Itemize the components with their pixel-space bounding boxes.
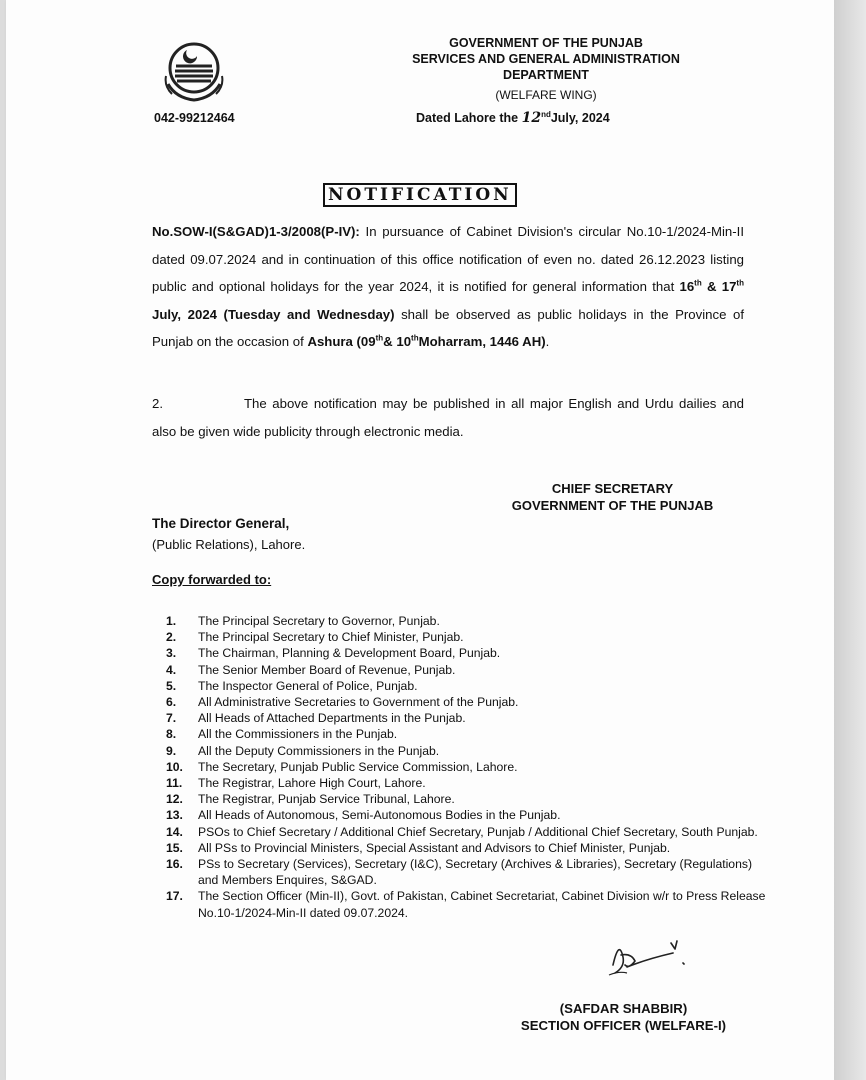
copy-list-item (166, 726, 766, 742)
addressee-title: The Director General, (152, 516, 290, 531)
copy-forwarded-list (166, 613, 766, 921)
header-government: GOVERNMENT OF THE PUNJAB (449, 36, 643, 50)
officer-designation: SECTION OFFICER (WELFARE-I) (520, 1018, 727, 1033)
copy-list-text: All Heads of Attached Departments in the Punjab. (198, 711, 466, 726)
paragraph-2-text: The above notification may be published in all major English and Urdu dailies and also be given wide publicity through electronic media. (152, 396, 744, 439)
copy-list-number: 11. (166, 776, 183, 791)
header-department-cont: DEPARTMENT (503, 68, 589, 82)
copy-list-number: 5. (166, 678, 177, 693)
copy-list-text: The Secretary, Punjab Public Service Commission, Lahore. (198, 759, 518, 774)
copy-list-item (166, 840, 766, 856)
chief-secretary-signature-block (491, 480, 734, 514)
copy-list-text: The Chairman, Planning & Development Board, Punjab. (198, 646, 501, 661)
copy-list-number: 7. (166, 711, 177, 726)
copy-list-text: All Heads of Autonomous, Semi-Autonomous Bodies in the Punjab. (198, 808, 561, 823)
document-page (6, 0, 834, 1080)
copy-list-item (166, 694, 766, 710)
copy-list-number: 8. (166, 727, 177, 742)
header-wing: (WELFARE WING) (495, 88, 597, 102)
punjab-government-emblem-icon (163, 38, 225, 104)
copy-list-item (166, 629, 766, 645)
section-officer-signature-block (486, 1000, 761, 1034)
copy-list-text: All Administrative Secretaries to Government of the Punjab. (198, 695, 519, 710)
copy-list-number: 12. (166, 792, 183, 807)
paragraph-2 (152, 390, 744, 445)
copy-list-text: The Senior Member Board of Revenue, Punjab. (198, 662, 456, 677)
copy-list-item (166, 613, 766, 629)
copy-list-text: The Registrar, Punjab Service Tribunal, Lahore. (198, 792, 455, 807)
reference-number: No.SOW-I(S&GAD)1-3/2008(P-IV): (152, 224, 360, 239)
date-line (416, 110, 610, 126)
copy-list-item (166, 743, 766, 759)
copy-list-number: 4. (166, 662, 177, 677)
copy-list-text: The Section Officer (Min-II), Govt. of Pakistan, Cabinet Secretariat, Cabinet Division w/r to Press Release No.10-1/2024-Min-II dated 09.07.2024. (198, 889, 766, 920)
copy-list-number: 6. (166, 695, 177, 710)
paragraph-1: No.SOW-I(S&GAD)1-3/2008(P-IV): In pursuance of Cabinet Division's circular No.10-1/2024-Min-II dated 09.07.2024 and in continuation of this office notification of even no. dated 26.12.2023 listing public and optional holidays for the year 2024, it is notified for general information that 16th & 17th July, 2024 (Tuesday and Wednesday) shall be observed as public holidays in the Province of Punjab on the occasion of Ashura (09th& 10thMoharram, 1446 AH). (152, 224, 744, 350)
copy-list-text: PSs to Secretary (Services), Secretary (I&C), Secretary (Archives & Libraries), Secretary (Regulations) and Members Enquires, S&GAD. (198, 857, 753, 888)
copy-list-item (166, 645, 766, 661)
copy-list-item (166, 775, 766, 791)
date-rest: July, 2024 (550, 111, 610, 126)
copy-list-number: 9. (166, 743, 177, 758)
copy-list-number: 17. (166, 889, 183, 904)
date-day: 12 (521, 110, 542, 127)
signatory-title: CHIEF SECRETARY (551, 481, 674, 496)
copy-list-text: The Inspector General of Police, Punjab. (198, 678, 418, 693)
para1-text-2: shall be observed as public holidays in the Province of Punjab on the occasion of (152, 306, 744, 350)
copy-list-item (166, 888, 766, 920)
date-day-suffix: nd (541, 110, 551, 119)
copy-list-item (166, 791, 766, 807)
copy-list-text: The Principal Secretary to Chief Minister, Punjab. (198, 630, 464, 645)
officer-name: (SAFDAR SHABBIR) (559, 1001, 688, 1016)
phone-number: 042-99212464 (154, 111, 235, 125)
copy-list-text: PSOs to Chief Secretary / Additional Chief Secretary, Punjab / Additional Chief Secretary, South Punjab. (198, 824, 758, 839)
copy-list-item (166, 856, 766, 888)
addressee-office: (Public Relations), Lahore. (152, 537, 306, 552)
copy-list-number: 16. (166, 857, 183, 872)
holiday-dates: 16th & 17th July, 2024 (Tuesday and Wednesday) (152, 278, 744, 322)
header-department: SERVICES AND GENERAL ADMINISTRATION (412, 52, 680, 66)
paragraph-number: 2. (152, 396, 163, 411)
copy-list-item (166, 710, 766, 726)
notification-title: NOTIFICATION (323, 183, 517, 207)
para1-text-1: In pursuance of Cabinet Division's circular No.10-1/2024-Min-II dated 09.07.2024 and in continuation of this office notification of even no. dated 26.12.2023 listing public and optional holidays for the year 2024, it is notified for general information that (152, 224, 744, 295)
copy-list-item (166, 759, 766, 775)
copy-list-text: All the Deputy Commissioners in the Punjab. (198, 743, 440, 758)
copy-list-text: The Registrar, Lahore High Court, Lahore. (198, 776, 426, 791)
date-prefix: Dated Lahore the (416, 111, 522, 126)
handwritten-signature (601, 935, 696, 987)
copy-list-number: 3. (166, 646, 177, 661)
copy-list-item (166, 824, 766, 840)
copy-list-item (166, 678, 766, 694)
copy-list-text: All PSs to Provincial Ministers, Special Assistant and Advisors to Chief Minister, Punjab. (198, 840, 671, 855)
copy-list-text: All the Commissioners in the Punjab. (198, 727, 398, 742)
copy-list-number: 15. (166, 840, 183, 855)
copy-list-number: 2. (166, 630, 177, 645)
copy-list-item (166, 807, 766, 823)
copy-list-text: The Principal Secretary to Governor, Punjab. (198, 614, 440, 628)
copy-list-number: 13. (166, 808, 183, 823)
copy-list-number: 14. (166, 824, 183, 839)
copy-list-number: 1. (166, 614, 177, 628)
copy-list-number: 10. (166, 759, 183, 774)
copy-list-item (166, 662, 766, 678)
background-edge (834, 0, 866, 1080)
signatory-government: GOVERNMENT OF THE PUNJAB (511, 498, 714, 513)
occasion: Ashura (09th& 10thMoharram, 1446 AH) (307, 333, 546, 350)
copy-forwarded-heading: Copy forwarded to: (152, 572, 272, 587)
